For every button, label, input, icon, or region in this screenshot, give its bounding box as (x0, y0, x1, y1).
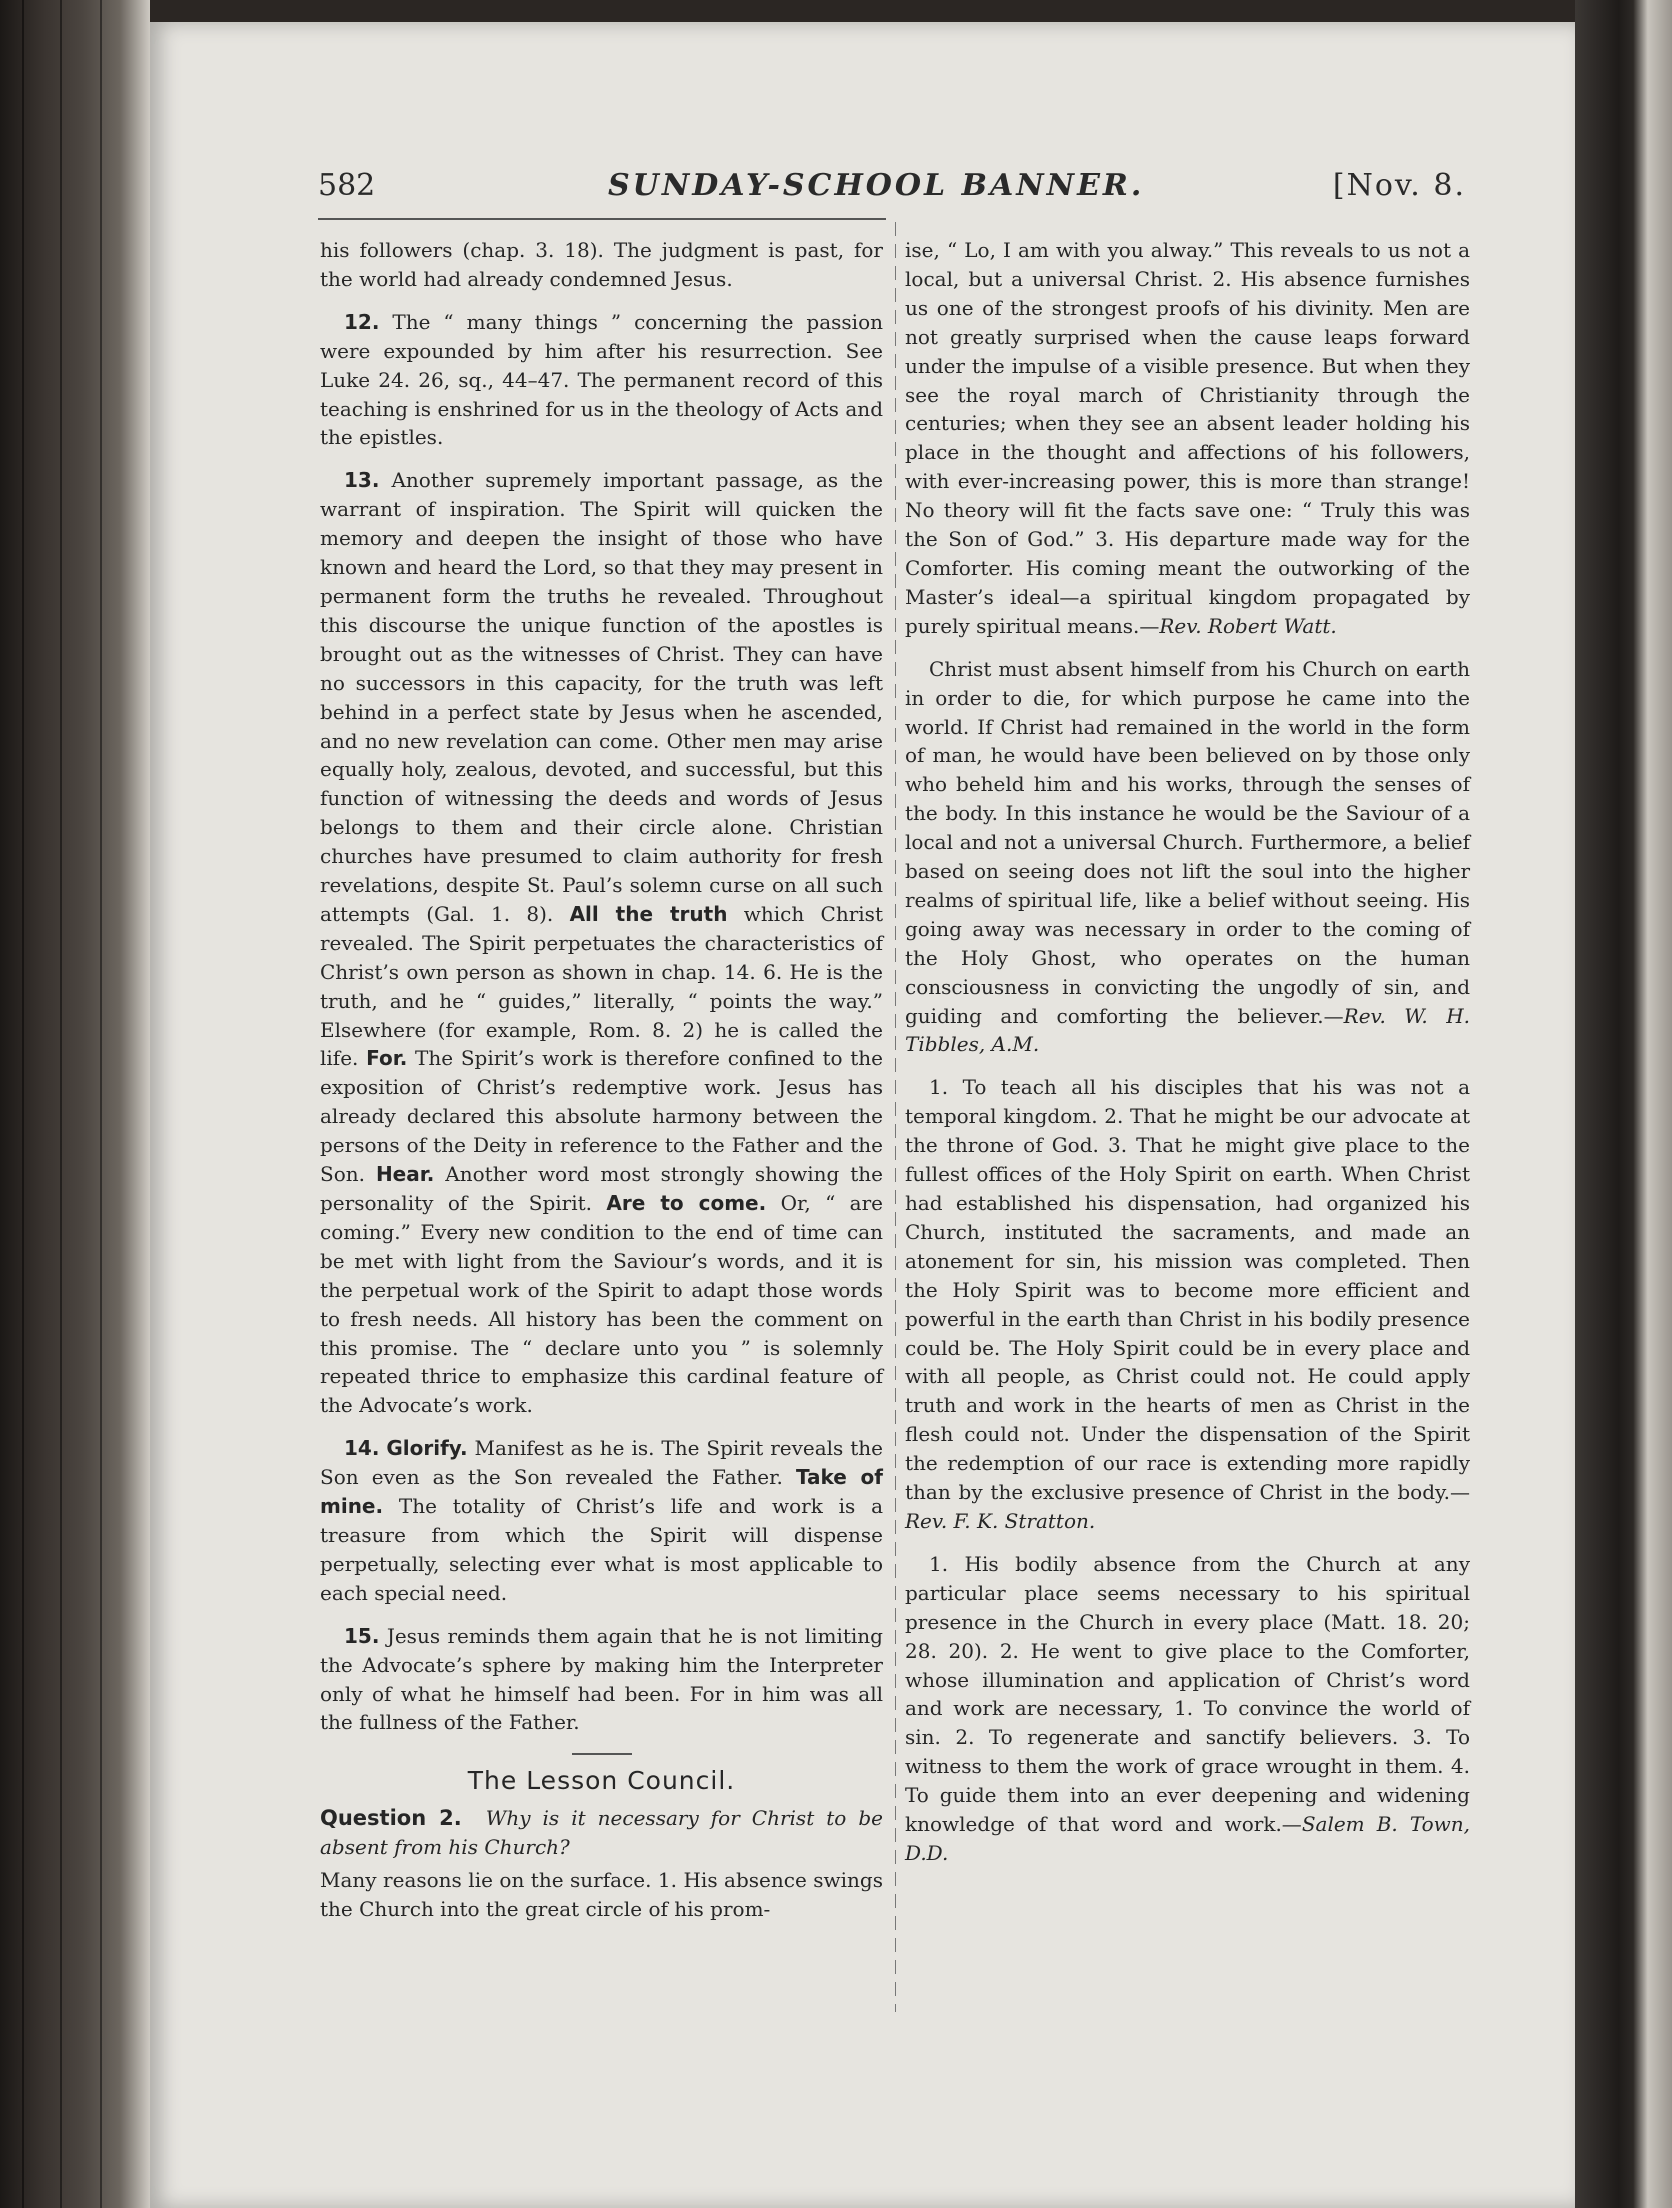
section-heading: The Lesson Council. (467, 1766, 736, 1796)
header-rule (318, 218, 886, 220)
answer-text: Christ must absent himself from his Church on earth in order to die, for which purpose he came into the world. If Christ had remained in the world in the form of man, he would have been believed on by those only who beheld him and his works, through the senses of the body. In this instance he would be the Saviour of a local and not a universal Church. Furthermore, a belief based on seeing does not lift the soul into the higher realms of spiritual life, like a belief without seeing. His going away was necessary in order to the coming of the Holy Ghost, who operates on the human consciousness in convicting the ungodly of sin, and guiding and comforting the believer.— (905, 656, 1470, 1028)
issue-date: [Nov. 8. (1332, 168, 1466, 203)
commentary-text: The Spirit’s work is therefore confined to the exposition of Christ’s redemptive work. Jesus has already declared this absolute harmony between the persons of the Deity in reference to the Father and the Son. (320, 1046, 883, 1187)
answer-paragraph (905, 655, 1470, 1060)
answer-paragraph (905, 236, 1470, 641)
answer-paragraph (905, 1073, 1470, 1536)
verse-number: 13. (344, 468, 380, 493)
author-signature: Salem B. Town, D.D. (905, 1812, 1471, 1865)
spine-edge-line (22, 0, 24, 2208)
running-title: SUNDAY-SCHOOL BANNER. (608, 168, 1145, 203)
book-right-edge (1575, 0, 1672, 2208)
commentary-text: Another word most strongly showing the personality of the Spirit. (320, 1162, 883, 1215)
question (320, 1804, 883, 1862)
column-divider (895, 222, 896, 2012)
keyword: Glorify. (386, 1436, 468, 1461)
keyword: Hear. (375, 1162, 435, 1187)
paragraph-13 (320, 466, 883, 1420)
page-header (318, 166, 1466, 212)
page-number: 582 (318, 168, 376, 203)
answer-text: 1. To teach all his disciples that his was not a temporal kingdom. 2. That he might be our advocate at the throne of God. 3. That he might give place to the fullest offices of the Holy Spirit on earth. When Christ had established his dispensation, had organized his Church, instituted the sacraments, and made an atonement for sin, his mission was completed. Then the Holy Spirit was to become more efficient and powerful in the earth than Christ in his bodily presence could be. The Holy Spirit could be in every place and with all people, as Christ could not. He could apply truth and work in the hearts of men as Christ in the flesh could not. Under the dispensation of the Spirit the redemption of our race is extending more rapidly than by the exclusive presence of Christ in the body.— (905, 1075, 1470, 1505)
author-signature: Rev. F. K. Stratton. (905, 1508, 1096, 1533)
commentary-text: Or, “ are coming.” Every new condition to the end of time can be met with light from the Saviour’s words, and it is the perpetual work of the Spirit to adapt those words to fresh needs. All history has been the comment on this promise. The “ declare unto you ” is solemnly repeated thrice to emphasize this cardinal feature of the Advocate’s work. (320, 1191, 884, 1418)
book-spine-left (0, 0, 150, 2208)
commentary-text: which Christ revealed. The Spirit perpetuates the characteristics of Christ’s own person as shown in chap. 14. 6. He is the truth, and he “ guides,” literally, “ points the way.” Elsewhere (for example, Rom. 8. 2) he is called the life. (320, 901, 883, 1071)
left-column (320, 236, 883, 1924)
spine-edge-line (100, 0, 102, 2208)
commentary-text: Jesus reminds them again that he is not limiting the Advocate’s sphere by making him the Interpreter only of what he himself had been. For in him was all the fullness of the Father. (320, 1623, 883, 1735)
commentary-text: The “ many things ” concerning the passion were expounded by him after his resurrection. See Luke 24. 26, sq., 44–47. The permanent record of this teaching is enshrined for us in the theology of Acts and the epistles. (320, 309, 883, 450)
paragraph-15 (320, 1622, 883, 1738)
author-signature: Rev. W. H. Tibbles, A.M. (905, 1003, 1470, 1057)
question-text: Why is it necessary for Christ to be absent from his Church? (320, 1806, 883, 1860)
paragraph-12 (320, 308, 883, 453)
commentary-text: The totality of Christ’s life and work is a treasure from which the Spirit will dispense perpetually, selecting ever what is most applicable to each special need. (320, 1494, 883, 1605)
verse-number: 12. (344, 309, 380, 334)
section-rule (572, 1753, 632, 1755)
keyword: Take of mine. (320, 1465, 883, 1519)
answer-paragraph: Many reasons lie on the surface. 1. His absence swings the Church into the great circle of his prom- (320, 1868, 883, 1921)
right-column (905, 236, 1470, 1868)
paragraph: his followers (chap. 3. 18). The judgment is past, for the world had already condemned Jesus. (320, 238, 883, 291)
answer-paragraph (905, 1550, 1470, 1868)
verse-number: 15. (344, 1623, 380, 1648)
verse-number: 14. (344, 1436, 380, 1461)
question-label: Question 2. (320, 1806, 462, 1831)
keyword: All the truth (569, 901, 728, 926)
commentary-text: Manifest as he is. The Spirit reveals the Son even as the Son revealed the Father. (320, 1436, 883, 1490)
keyword: Are to come. (606, 1191, 767, 1215)
paragraph-14 (320, 1434, 883, 1607)
author-signature: Rev. Robert Watt. (1159, 613, 1337, 638)
answer-text: ise, “ Lo, I am with you alway.” This reveals to us not a local, but a universal Christ. 2. His absence furnishes us one of the strongest proofs of his divinity. Men are not greatly surprised when the cause leaps forward under the impulse of a visible presence. But when they see the royal march of Christianity through the centuries; when they see an absent leader holding his place in the thought and affections of his followers, with ever-increasing power, this is more than strange! No theory will fit the facts save one: “ Truly this was the Son of God.” 3. His departure made way for the Comforter. His coming meant the outworking of the Master’s ideal—a spiritual kingdom propagated by purely spiritual means.— (905, 238, 1470, 638)
answer-text: 1. His bodily absence from the Church at any particular place seems necessary to his spiritual presence in the Church in every place (Matt. 18. 20; 28. 20). 2. He went to give place to the Comforter, whose illumination and application of Christ’s word and work are necessary, 1. To convince the world of sin. 2. To regenerate and sanctify believers. 3. To witness to them the work of grace wrought in them. 4. To guide them into an ever deepening and widening knowledge of that word and work.— (905, 1551, 1470, 1837)
keyword: For. (366, 1046, 408, 1071)
spine-edge-line (60, 0, 62, 2208)
commentary-text: Another supremely important passage, as the warrant of inspiration. The Spirit will quicken the memory and deepen the insight of those who have known and heard the Lord, so that they may present in permanent form the truths he revealed. Throughout this discourse the unique function of the apostles is brought out as the witnesses of Christ. They can have no successors in this capacity, for the truth was left behind in a perfect state by Jesus when he ascended, and no new revelation can come. Other men may arise equally holy, zealous, devoted, and successful, but this function of witnessing the deeds and words of Jesus belongs to them and their circle alone. Christian churches have presumed to claim authority for fresh revelations, despite St. Paul’s solemn curse on all such attempts (Gal. 1. 8). (320, 468, 883, 926)
